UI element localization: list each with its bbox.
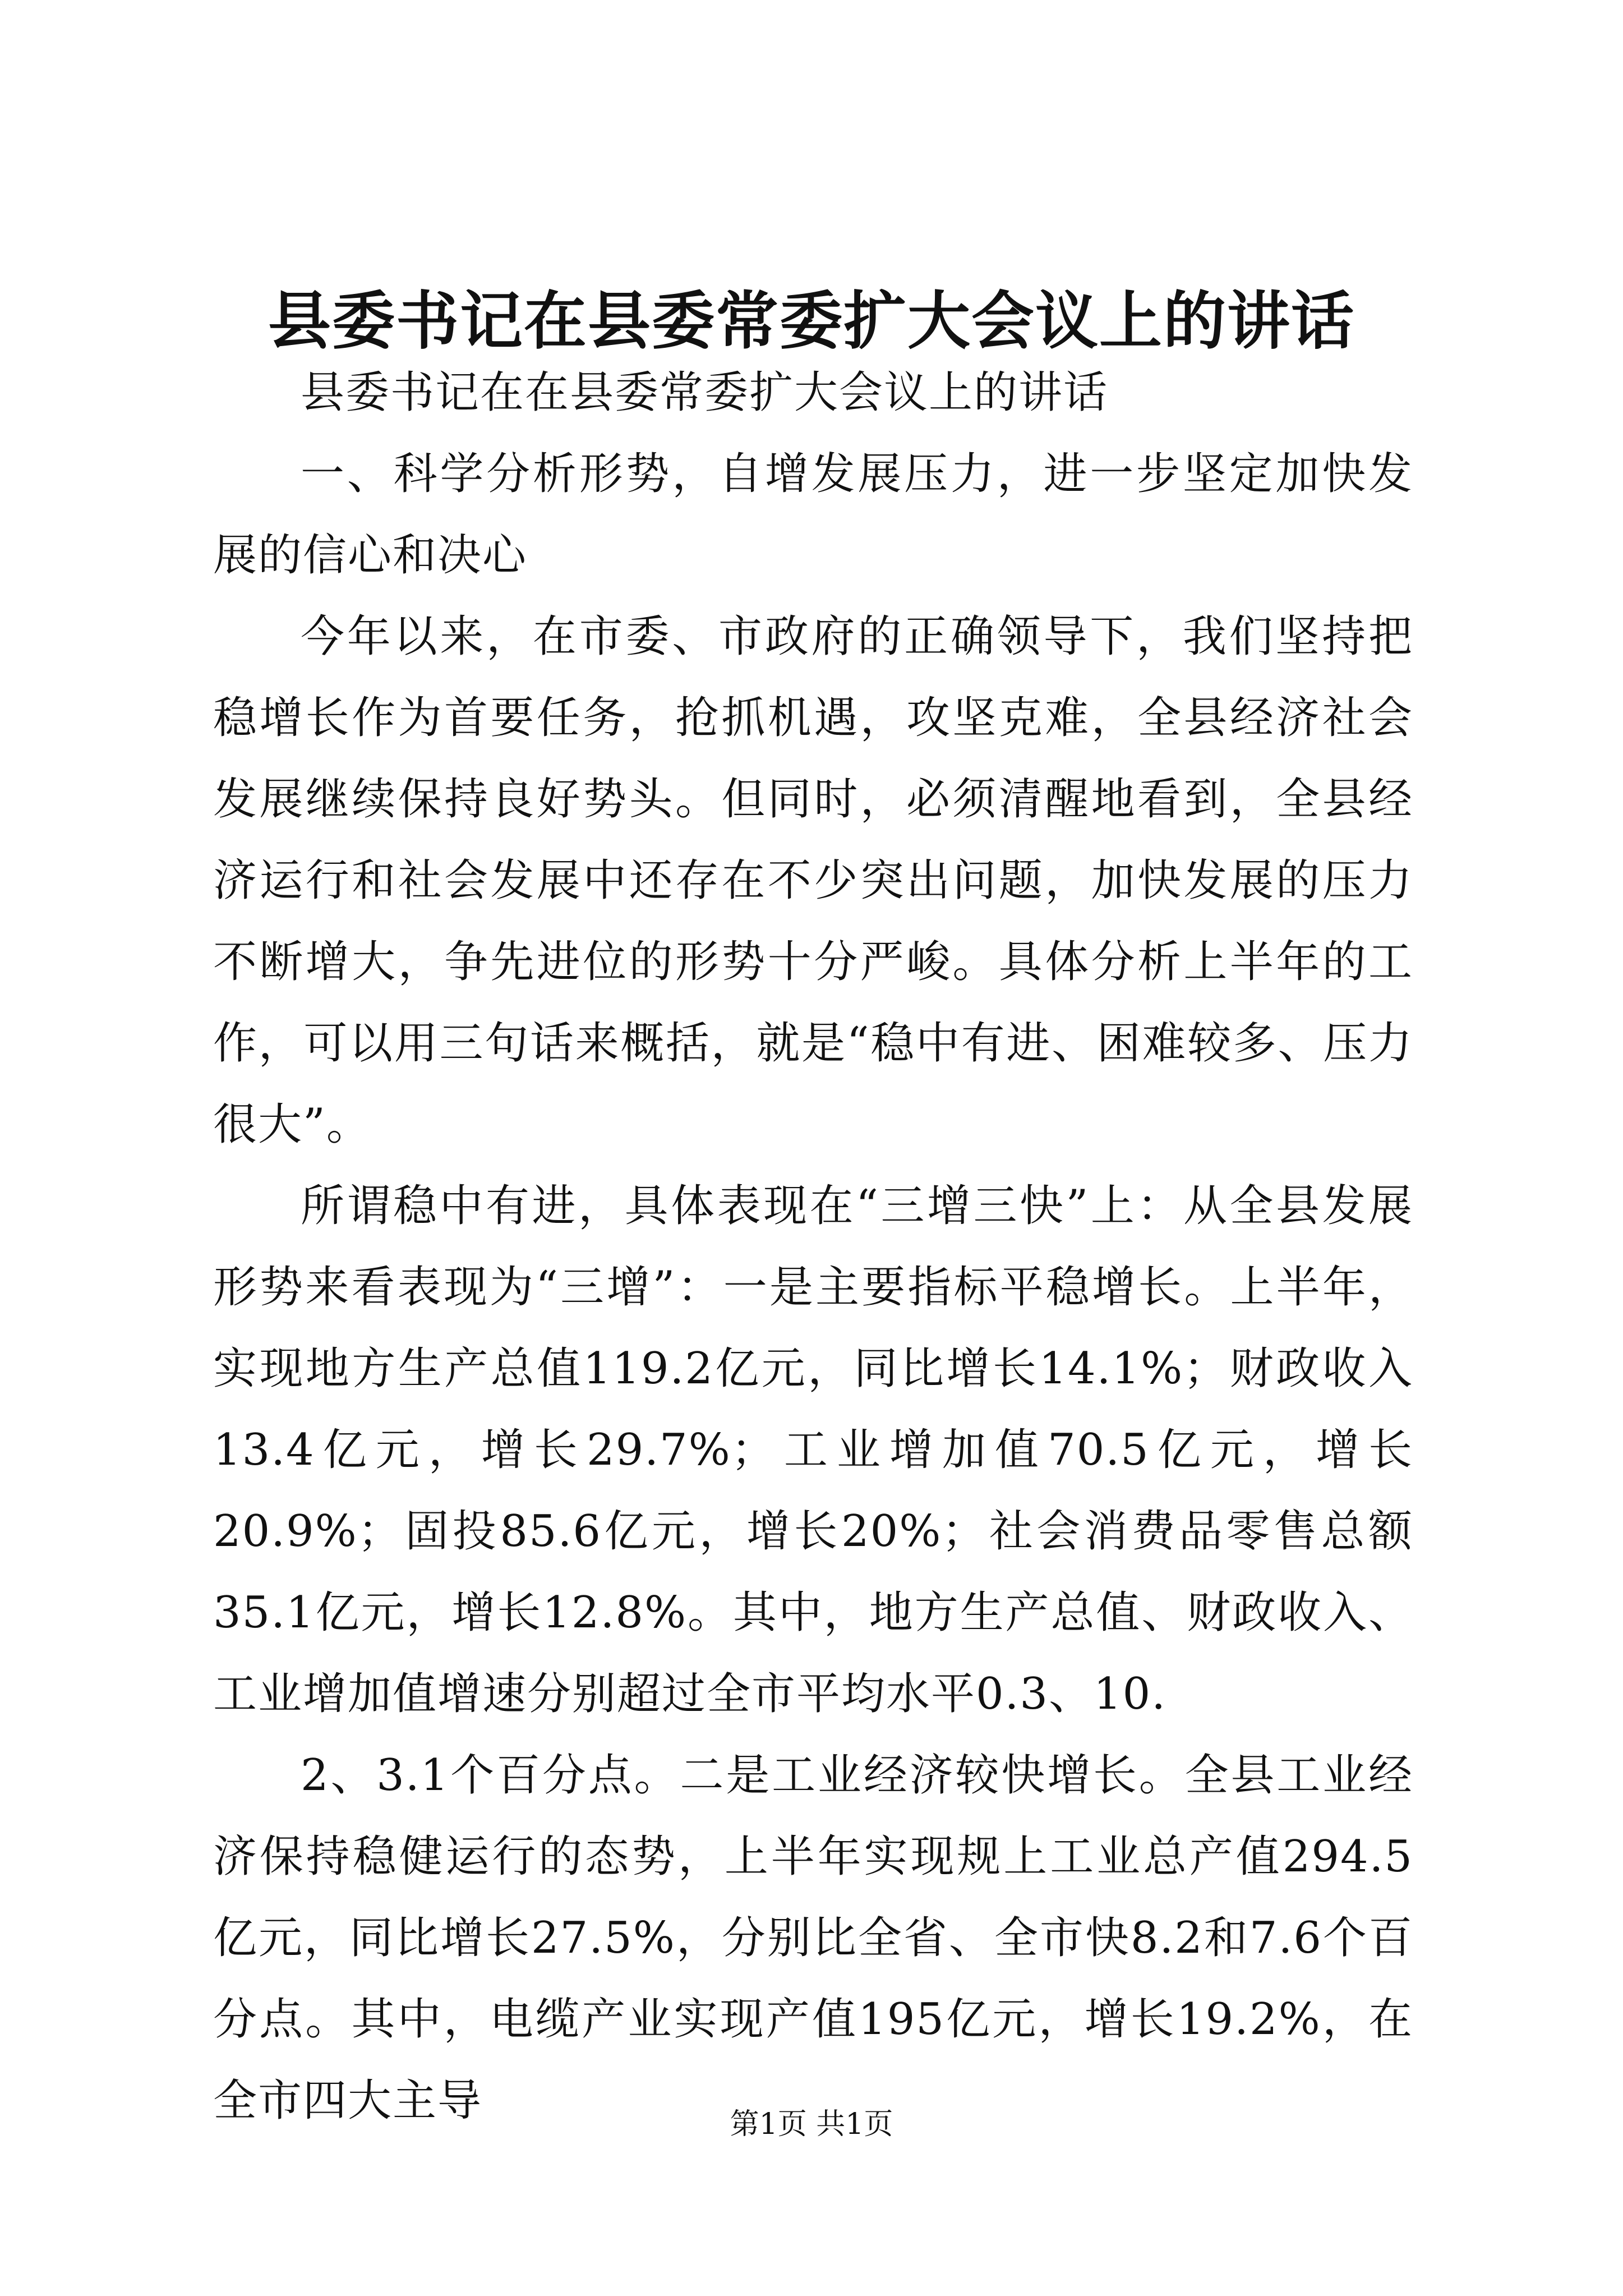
paragraph: 2、3.1个百分点。二是工业经济较快增长。全县工业经济保持稳健运行的态势，上半年实现规上工业总产值294.5亿元，同比增长27.5%，分别比全省、全市快8.2和7.6个百分点。其中，电缆产业实现产值195亿元，增长19.2%，在全市四大主导 (213, 1750, 1413, 2126)
paragraph: 今年以来，在市委、市政府的正确领导下，我们坚持把稳增长作为首要任务，抢抓机遇，攻坚克难，全县经济社会发展继续保持良好势头。但同时，必须清醒地看到，全县经济运行和社会发展中还存在不少突出问题，加快发展的压力不断增大，争先进位的形势十分严峻。具体分析上半年的工作，可以用三句话来概括，就是“稳中有进、困难较多、压力很大”。 (213, 611, 1413, 1150)
document-body (213, 352, 1413, 2142)
page-number-footer: 第1页 共1页 (730, 2108, 893, 2141)
page-title: 县委书记在县委常委扩大会议上的讲话 (268, 284, 1355, 358)
paragraph: 一、科学分析形势，自增发展压力，进一步坚定加快发展的信心和决心 (213, 449, 1413, 581)
paragraph: 县委书记在在县委常委扩大会议上的讲话 (301, 367, 1109, 418)
paragraph: 所谓稳中有进，具体表现在“三增三快”上：从全县发展形势来看表现为“三增”：一是主要指标平稳增长。上半年，实现地方生产总值119.2亿元，同比增长14.1%；财政收入13.4亿元，增长29.7%；工业增加值70.5亿元，增长20.9%；固投85.6亿元，增长20%；社会消费品零售总额35.1亿元，增长12.8%。其中，地方生产总值、财政收入、工业增加值增速分别超过全市平均水平0.3、10. (213, 1181, 1413, 1719)
